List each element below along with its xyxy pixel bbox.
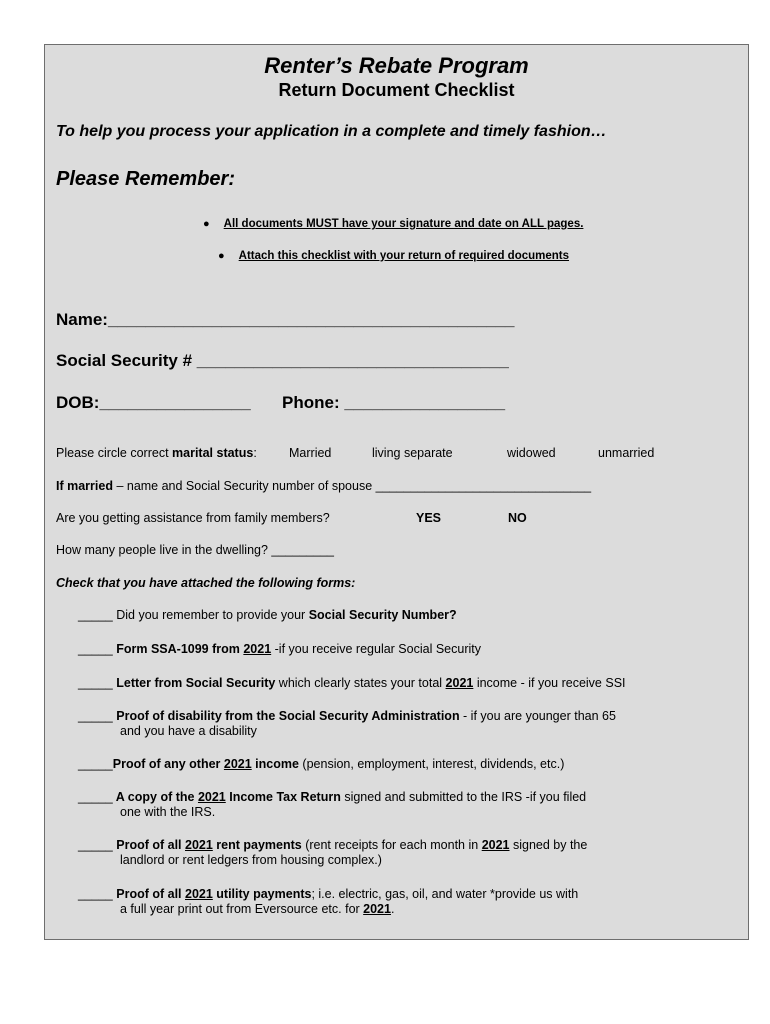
assistance-no-option[interactable]: NO — [508, 511, 527, 525]
spouse-field[interactable]: If married – name and Social Security number of spouse _______________________________ — [56, 479, 592, 493]
reminder-attach — [218, 250, 569, 262]
checklist-item-ss-letter[interactable]: _____ Letter from Social Security which clearly states your total 2021 income - if you receive SSI — [78, 676, 626, 690]
marital-option-married[interactable]: Married — [289, 446, 332, 460]
checklist-item-ssn[interactable]: _____ Did you remember to provide your Social Security Number? — [78, 608, 457, 622]
bullet-icon: ● — [218, 250, 225, 262]
checklist-form — [44, 44, 749, 940]
reminder-signature-text: All documents MUST have your signature and date on ALL pages. — [223, 218, 584, 230]
form-title: Renter’s Rebate Program — [264, 53, 529, 78]
check-forms-heading: Check that you have attached the following forms: — [56, 576, 356, 590]
marital-option-widowed[interactable]: widowed — [507, 446, 556, 460]
checklist-item-tax-return[interactable]: _____ A copy of the 2021 Income Tax Return signed and submitted to the IRS -if you filed one with the IRS. — [78, 790, 587, 819]
intro-text: To help you process your application in a complete and timely fashion… — [56, 123, 607, 140]
phone-field[interactable]: Phone: _________________ — [282, 393, 506, 412]
checklist-item-ssa1099[interactable]: _____ Form SSA-1099 from 2021 -if you receive regular Social Security — [78, 642, 481, 656]
checklist-item-utility-payments[interactable]: _____ Proof of all 2021 utility payments; i.e. electric, gas, oil, and water *provide us with a full year print out from Eversource etc. for 2021. — [78, 887, 579, 916]
reminder-signature — [203, 218, 583, 230]
bullet-icon: ● — [203, 218, 210, 230]
please-remember-heading: Please Remember: — [56, 168, 235, 190]
marital-option-living-separate[interactable]: living separate — [372, 446, 453, 460]
reminder-attach-text: Attach this checklist with your return of required documents — [238, 250, 570, 262]
checklist-item-disability[interactable]: _____ Proof of disability from the Social Security Administration - if you are younger than 65 and you have a disability — [78, 709, 616, 738]
assistance-question: Are you getting assistance from family members? — [56, 511, 330, 525]
form-subtitle: Return Document Checklist — [278, 80, 515, 100]
name-field[interactable]: Name:___________________________________________ — [56, 310, 515, 329]
checklist-item-rent-payments[interactable]: _____ Proof of all 2021 rent payments (rent receipts for each month in 2021 signed by the landlord or rent ledgers from housing complex.) — [78, 838, 588, 867]
ssn-field[interactable]: Social Security # _________________________________ — [56, 351, 509, 370]
assistance-yes-option[interactable]: YES — [416, 511, 442, 525]
marital-status-prompt: Please circle correct marital status: — [56, 446, 257, 460]
dob-field[interactable]: DOB:________________ — [56, 393, 251, 412]
checklist-item-other-income[interactable]: _____Proof of any other 2021 income (pension, employment, interest, dividends, etc.) — [78, 757, 565, 771]
marital-option-unmarried[interactable]: unmarried — [598, 446, 655, 460]
dwelling-field[interactable]: How many people live in the dwelling? _________ — [56, 543, 334, 557]
